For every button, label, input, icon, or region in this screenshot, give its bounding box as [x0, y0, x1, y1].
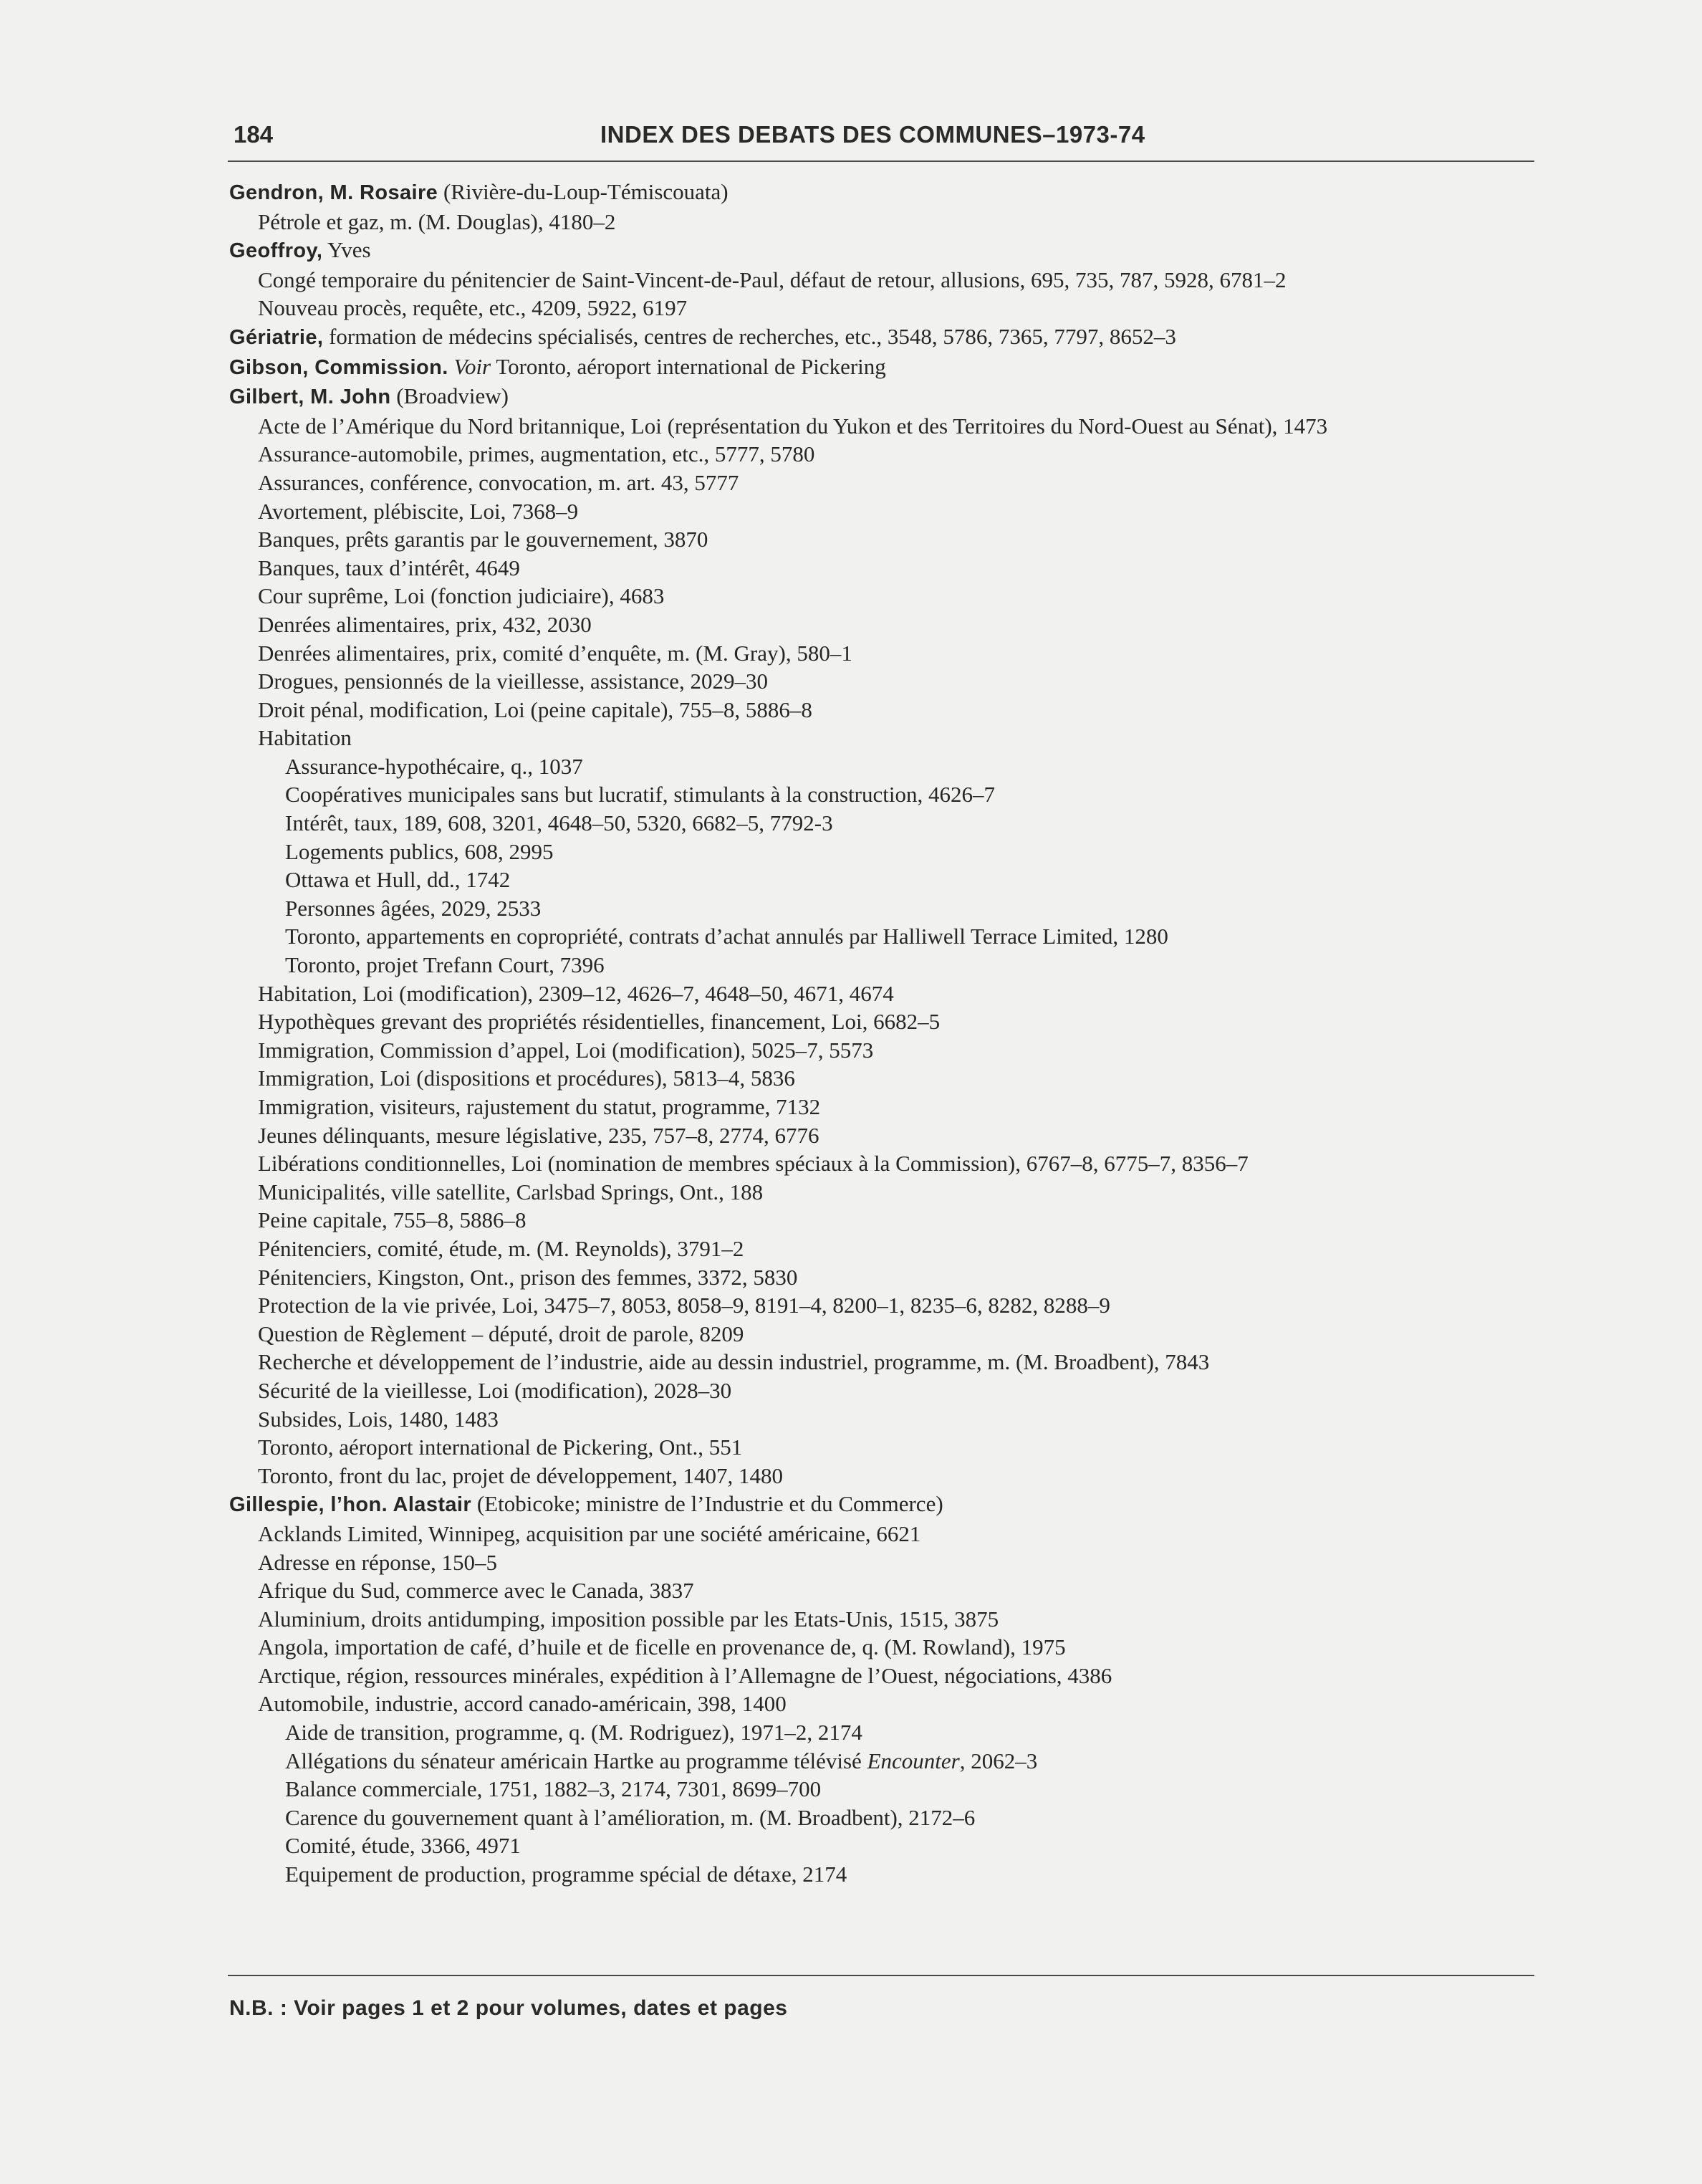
index-subentry: [229, 1121, 1533, 1150]
index-subentry: [229, 294, 1533, 322]
index-subsubentry: [229, 1718, 1533, 1747]
subentry-text: Balance commerciale, 1751, 1882–3, 2174, 7301, 8699–700: [285, 1776, 822, 1802]
entry-name: Gilbert, M. John: [229, 385, 391, 409]
subentry-text: Arctique, région, ressources minérales, expédition à l’Allemagne de l’Ouest, négociations, 4386: [258, 1662, 1112, 1688]
subentry-text: Acte de l’Amérique du Nord britannique, Loi (représentation du Yukon et des Territoires du Nord-Ouest au Sénat), 1473: [258, 413, 1328, 439]
subentry-text: Denrées alimentaires, prix, comité d’enquête, m. (M. Gray), 580–1: [258, 640, 852, 666]
subentry-text: Hypothèques grevant des propriétés résidentielles, financement, Loi, 6682–5: [258, 1009, 941, 1035]
index-subsubentry: [229, 951, 1533, 980]
index-subentry: [229, 724, 1533, 752]
index-subsubentry: [229, 1804, 1533, 1832]
index-subsubentry: [229, 922, 1533, 951]
index-subentry: [229, 1548, 1533, 1577]
subentry-text: Equipement de production, programme spécial de détaxe, 2174: [285, 1862, 847, 1887]
index-subentry: [229, 1036, 1533, 1065]
entry-name: Gillespie, l’hon. Alastair: [229, 1493, 472, 1517]
index-subentry: [229, 1376, 1533, 1405]
subentry-text: Assurances, conférence, convocation, m. art. 43, 5777: [258, 469, 739, 495]
subentry-text: Toronto, projet Trefann Court, 7396: [285, 952, 605, 978]
entry-detail: Toronto, aéroport international de Pickering: [491, 353, 886, 379]
subentry-text: Protection de la vie privée, Loi, 3475–7, 8053, 8058–9, 8191–4, 8200–1, 8235–6, 8282, 8288–9: [258, 1293, 1110, 1318]
entry-voir: Voir: [453, 353, 491, 379]
subentry-text: Cour suprême, Loi (fonction judiciaire), 4683: [258, 583, 665, 609]
index-subentry: [229, 1690, 1533, 1718]
subentry-text: Jeunes délinquants, mesure législative, 235, 757–8, 2774, 6776: [258, 1122, 819, 1148]
index-entry-heading: [229, 236, 1533, 266]
subentry-text: Coopératives municipales sans but lucratif, stimulants à la construction, 4626–7: [285, 782, 995, 808]
subentry-text: Immigration, Commission d’appel, Loi (modification), 5025–7, 5573: [258, 1037, 874, 1063]
subentry-text: Habitation, Loi (modification), 2309–12, 4626–7, 4648–50, 4671, 4674: [258, 980, 894, 1006]
index-subentry: [229, 1320, 1533, 1349]
subentry-text: Intérêt, taux, 189, 608, 3201, 4648–50, 5320, 6682–5, 7792-3: [285, 810, 833, 836]
index-subentry: [229, 582, 1533, 610]
entry-name: Gendron, M. Rosaire: [229, 181, 438, 204]
index-subentry: [229, 1633, 1533, 1662]
subentry-text: Personnes âgées, 2029, 2533: [285, 895, 542, 921]
subentry-text: Libérations conditionnelles, Loi (nomination de membres spéciaux à la Commission), 6767–8, 6775–7, 8356–7: [258, 1151, 1249, 1177]
subentry-text: Immigration, Loi (dispositions et procédures), 5813–4, 5836: [258, 1065, 795, 1091]
page-header: [228, 118, 1534, 160]
index-subentry: [229, 1348, 1533, 1376]
index-subsubentry: [229, 1747, 1533, 1776]
subentry-text: Toronto, appartements en copropriété, contrats d’achat annulés par Halliwell Terrace Limited, 1280: [285, 924, 1168, 949]
index-subentry: [229, 1462, 1533, 1490]
index-subentry: [229, 1235, 1533, 1263]
index-subentry: [229, 1291, 1533, 1320]
index-subsubentry: [229, 1831, 1533, 1860]
index-subentry: [229, 610, 1533, 639]
index-entry-heading: [229, 353, 1533, 383]
entry-detail: formation de médecins spécialisés, centres de recherches, etc., 3548, 5786, 7365, 7797, 8652–3: [323, 323, 1176, 349]
index-subsubentry: [229, 1860, 1533, 1889]
index-subentry: [229, 525, 1533, 554]
index-subentry: [229, 1662, 1533, 1690]
index-subentry: [229, 1093, 1533, 1121]
entry-name: Geoffroy,: [229, 239, 323, 263]
subentry-text: Denrées alimentaires, prix, 432, 2030: [258, 611, 592, 637]
entry-detail: (Rivière-du-Loup-Témiscouata): [438, 179, 729, 204]
index-subentry: [229, 1520, 1533, 1548]
subentry-italic: Encounter: [867, 1748, 960, 1773]
entry-detail: (Broadview): [390, 383, 509, 409]
subentry-text: Carence du gouvernement quant à l’amélioration, m. (M. Broadbent), 2172–6: [285, 1804, 976, 1830]
footer-note: N.B. : Voir pages 1 et 2 pour volumes, dates et pages: [229, 1996, 788, 2020]
index-subentry: [229, 1433, 1533, 1462]
subentry-text: Sécurité de la vieillesse, Loi (modification), 2028–30: [258, 1377, 732, 1403]
subentry-text: Immigration, visiteurs, rajustement du statut, programme, 7132: [258, 1094, 821, 1119]
page-title: INDEX DES DEBATS DES COMMUNES–1973-74: [600, 121, 1145, 148]
subentry-text: Toronto, front du lac, projet de développement, 1407, 1480: [258, 1462, 784, 1488]
subentry-text: Aluminium, droits antidumping, imposition possible par les Etats-Unis, 1515, 3875: [258, 1606, 999, 1632]
index-subentry: [229, 266, 1533, 294]
index-subsubentry: [229, 1775, 1533, 1804]
index-subentry: [229, 1405, 1533, 1434]
index-subsubentry: [229, 780, 1533, 809]
subentry-text: Assurance-automobile, primes, augmentation, etc., 5777, 5780: [258, 441, 815, 467]
entry-name: Gibson, Commission.: [229, 355, 448, 379]
subentry-tail: , 2062–3: [959, 1748, 1038, 1773]
subentry-text: Banques, prêts garantis par le gouvernement, 3870: [258, 527, 708, 552]
index-subentry: [229, 554, 1533, 583]
subentry-text: Automobile, industrie, accord canado-américain, 398, 1400: [258, 1691, 787, 1717]
index-subsubentry: [229, 838, 1533, 866]
index-subentry: [229, 667, 1533, 696]
index-subentry: [229, 1263, 1533, 1292]
subentry-text: Logements publics, 608, 2995: [285, 838, 554, 864]
entry-detail: (Etobicoke; ministre de l’Industrie et du Commerce): [471, 1491, 943, 1517]
subentry-text: Recherche et développement de l’industrie, aide au dessin industriel, programme, m. (M. Broadbent), 7843: [258, 1349, 1210, 1375]
index-entry-heading: [229, 178, 1533, 208]
index-entry-heading: [229, 382, 1533, 412]
subentry-text: Congé temporaire du pénitencier de Saint-Vincent-de-Paul, défaut de retour, allusions, 695, 735, 787, 5928, 6781–2: [258, 267, 1287, 292]
subentry-text: Assurance-hypothécaire, q., 1037: [285, 753, 583, 779]
index-subentry: [229, 469, 1533, 497]
subentry-text: Acklands Limited, Winnipeg, acquisition par une société américaine, 6621: [258, 1520, 921, 1546]
subentry-text: Nouveau procès, requête, etc., 4209, 5922, 6197: [258, 295, 688, 321]
subentry-text: Aide de transition, programme, q. (M. Rodriguez), 1971–2, 2174: [285, 1720, 862, 1745]
index-subentry: [229, 412, 1533, 441]
entry-detail: Yves: [322, 237, 371, 263]
index-subentry: [229, 440, 1533, 469]
subentry-text: Pénitenciers, comité, étude, m. (M. Reynolds), 3791–2: [258, 1235, 744, 1261]
index-subsubentry: [229, 752, 1533, 781]
subentry-text: Angola, importation de café, d’huile et de ficelle en provenance de, q. (M. Rowland), 1975: [258, 1634, 1066, 1660]
subentry-text: Toronto, aéroport international de Pickering, Ont., 551: [258, 1435, 743, 1460]
index-subentry: [229, 1149, 1533, 1178]
index-subentry: [229, 639, 1533, 668]
index-subentry: [229, 1576, 1533, 1605]
subentry-text: Afrique du Sud, commerce avec le Canada, 3837: [258, 1578, 694, 1604]
subentry-text: Droit pénal, modification, Loi (peine capitale), 755–8, 5886–8: [258, 696, 812, 722]
subentry-text: Adresse en réponse, 150–5: [258, 1549, 498, 1575]
index-content: [229, 178, 1533, 1889]
subentry-text: Ottawa et Hull, dd., 1742: [285, 867, 511, 893]
header-divider: [228, 161, 1534, 162]
subentry-text: Subsides, Lois, 1480, 1483: [258, 1406, 499, 1432]
index-subentry: [229, 1064, 1533, 1093]
subentry-text: Habitation: [258, 725, 352, 751]
index-subsubentry: [229, 866, 1533, 894]
subentry-text: Avortement, plébiscite, Loi, 7368–9: [258, 498, 579, 524]
index-entry-heading: [229, 1490, 1533, 1520]
subentry-text: Pénitenciers, Kingston, Ont., prison des femmes, 3372, 5830: [258, 1264, 798, 1290]
index-subentry: [229, 1007, 1533, 1036]
footer-divider: [228, 1975, 1534, 1976]
index-entry-heading: [229, 322, 1533, 353]
index-subsubentry: [229, 894, 1533, 923]
index-subentry: [229, 208, 1533, 236]
subentry-text: Municipalités, ville satellite, Carlsbad Springs, Ont., 188: [258, 1179, 764, 1204]
index-subentry: [229, 696, 1533, 724]
index-subsubentry: [229, 809, 1533, 838]
subentry-text: Banques, taux d’intérêt, 4649: [258, 555, 520, 580]
index-subentry: [229, 497, 1533, 526]
page-number: 184: [234, 121, 274, 148]
index-subentry: [229, 1178, 1533, 1207]
subentry-text: Question de Règlement – député, droit de parole, 8209: [258, 1321, 744, 1346]
subentry-text: Drogues, pensionnés de la vieillesse, assistance, 2029–30: [258, 669, 768, 694]
subentry-text: Allégations du sénateur américain Hartke au programme télévisé: [285, 1748, 867, 1773]
subentry-text: Peine capitale, 755–8, 5886–8: [258, 1207, 527, 1233]
index-subentry: [229, 980, 1533, 1008]
index-subentry: [229, 1206, 1533, 1235]
index-subentry: [229, 1605, 1533, 1634]
subentry-text: Comité, étude, 3366, 4971: [285, 1833, 521, 1859]
subentry-text: Pétrole et gaz, m. (M. Douglas), 4180–2: [258, 209, 616, 234]
entry-name: Gériatrie,: [229, 325, 324, 349]
